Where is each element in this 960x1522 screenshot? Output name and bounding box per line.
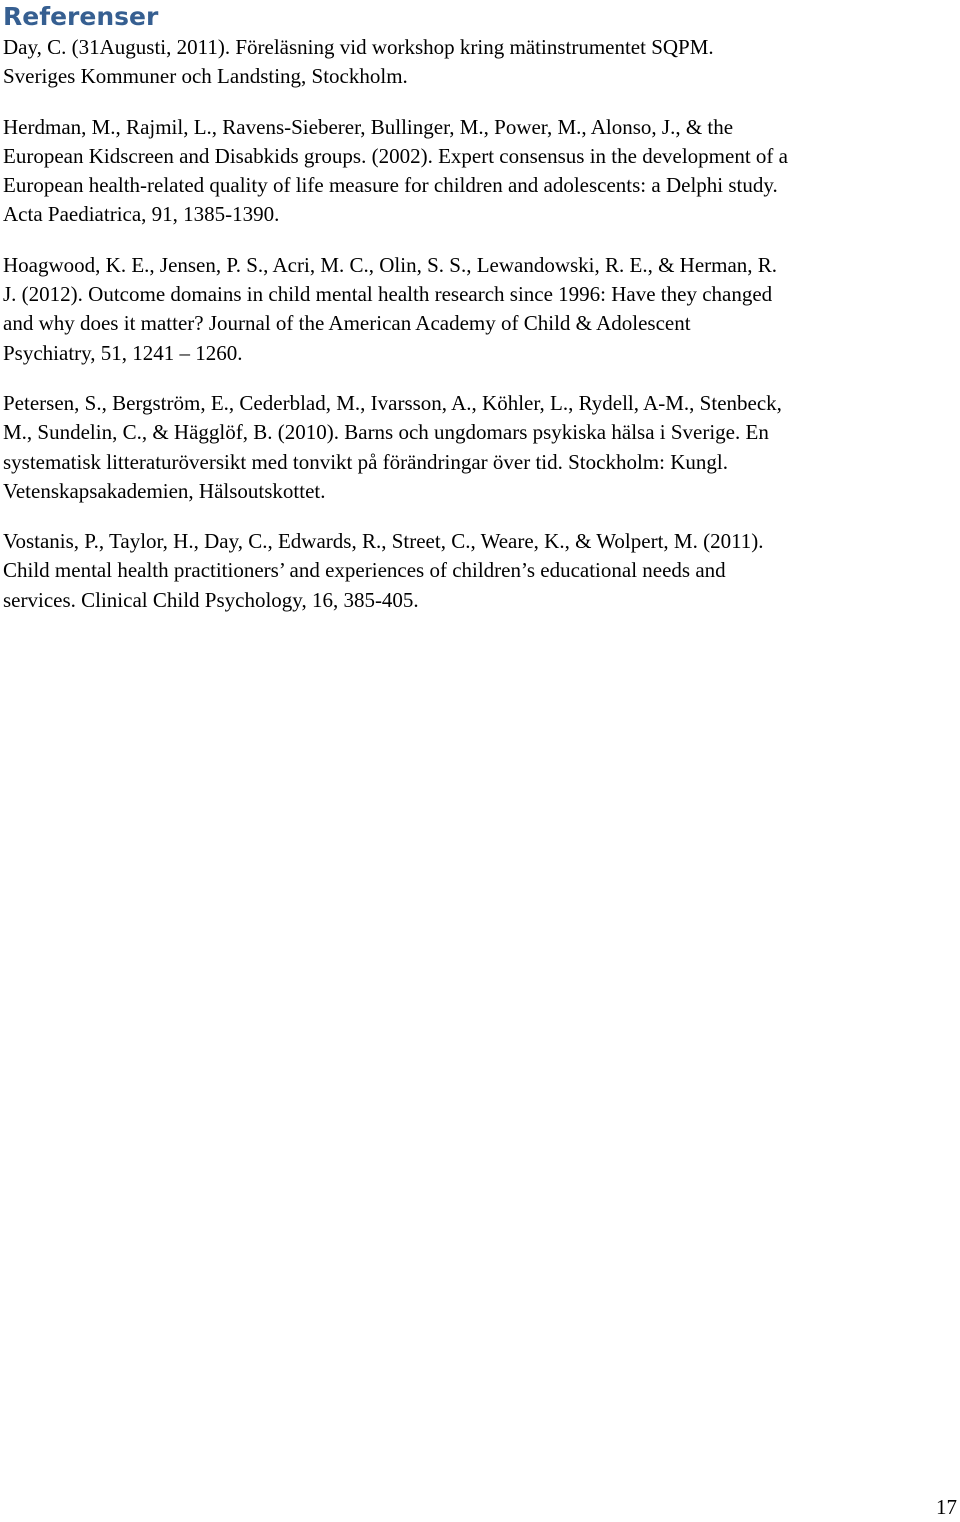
section-heading: Referenser xyxy=(3,2,159,31)
reference-line: Sveriges Kommuner och Landsting, Stockholm. xyxy=(3,64,408,89)
page-number: 17 xyxy=(936,1495,957,1519)
reference-entry xyxy=(3,113,958,230)
reference-line: Child mental health practitioners’ and experiences of children’s educational needs and xyxy=(3,558,726,583)
reference-line: Vostanis, P., Taylor, H., Day, C., Edwards, R., Street, C., Weare, K., & Wolpert, M. (2011). xyxy=(3,529,764,554)
reference-line: and why does it matter? Journal of the American Academy of Child & Adolescent xyxy=(3,311,691,336)
reference-line: Psychiatry, 51, 1241 – 1260. xyxy=(3,340,243,365)
reference-entry xyxy=(3,33,958,92)
reference-entry xyxy=(3,251,958,368)
reference-line: services. Clinical Child Psychology, 16, 385-405. xyxy=(3,587,419,612)
reference-line: systematisk litteraturöversikt med tonvikt på förändringar över tid. Stockholm: Kungl. xyxy=(3,449,728,474)
reference-line: European health-related quality of life measure for children and adolescents: a Delphi study. xyxy=(3,173,778,198)
reference-line: M., Sundelin, C., & Hägglöf, B. (2010). Barns och ungdomars psykiska hälsa i Sverige. En xyxy=(3,420,769,445)
reference-line: Vetenskapsakademien, Hälsoutskottet. xyxy=(3,478,326,503)
reference-entry xyxy=(3,527,958,615)
reference-line: Petersen, S., Bergström, E., Cederblad, M., Ivarsson, A., Köhler, L., Rydell, A-M., Stenbeck, xyxy=(3,390,782,415)
reference-line: J. (2012). Outcome domains in child mental health research since 1996: Have they changed xyxy=(3,282,773,307)
reference-line: Day, C. (31Augusti, 2011). Föreläsning vid workshop kring mätinstrumentet SQPM. xyxy=(3,35,714,59)
reference-line: Herdman, M., Rajmil, L., Ravens-Sieberer, Bullinger, M., Power, M., Alonso, J., & the xyxy=(3,114,734,139)
reference-line: Hoagwood, K. E., Jensen, P. S., Acri, M. C., Olin, S. S., Lewandowski, R. E., & Herman, R. xyxy=(3,252,778,277)
reference-entry xyxy=(3,389,958,506)
reference-line: Acta Paediatrica, 91, 1385-1390. xyxy=(3,202,280,227)
reference-line: European Kidscreen and Disabkids groups. (2002). Expert consensus in the development of a xyxy=(3,143,788,168)
reference-list xyxy=(3,33,958,636)
